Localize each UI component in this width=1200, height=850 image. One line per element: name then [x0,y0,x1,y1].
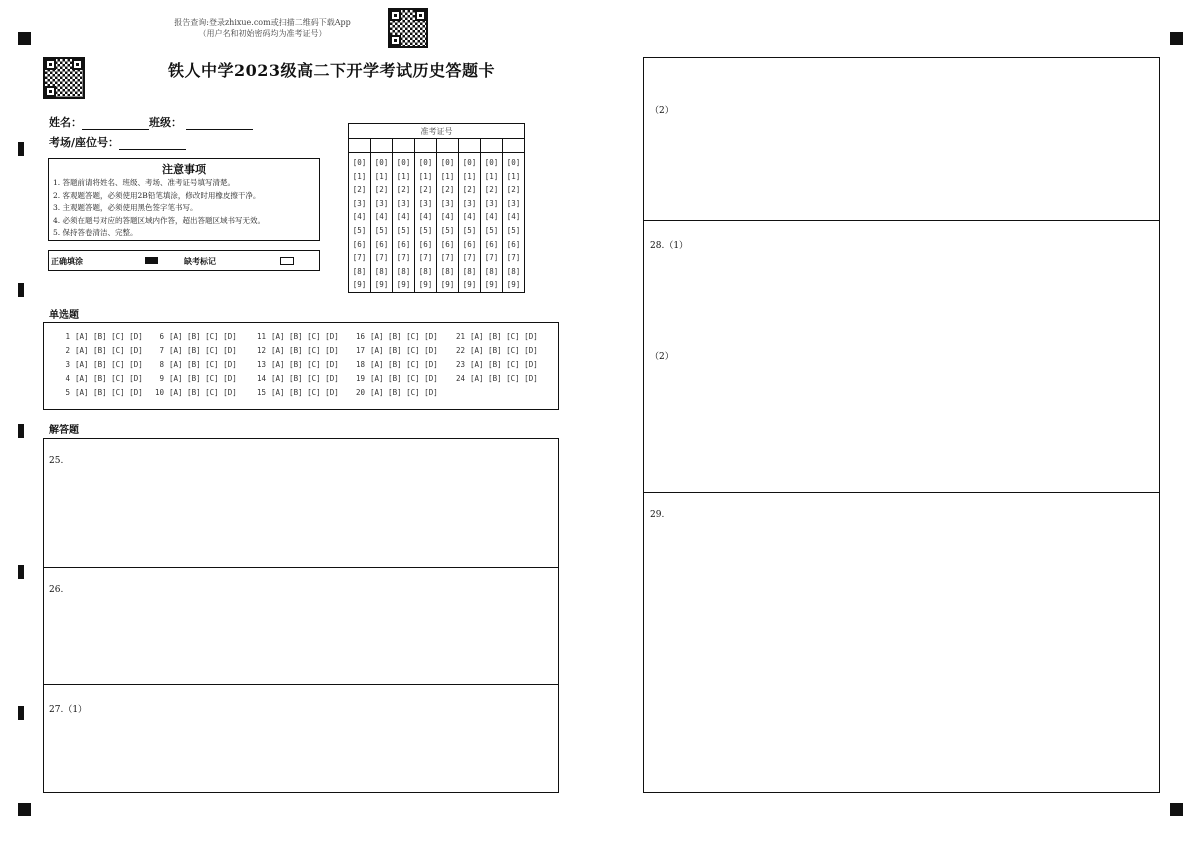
mc-question-row [353,388,438,397]
digit-bubble[interactable]: [9] [352,280,367,290]
answer-area-q27-1[interactable] [43,684,559,793]
digit-bubble[interactable]: [5] [396,225,411,235]
admission-digit-column [459,153,481,293]
notice-item: 4. 必须在题号对应的答题区域内作答，超出答题区域书写无效。 [53,215,266,225]
digit-bubble[interactable]: [8] [440,266,455,276]
mc-question-number: 10 [154,388,164,397]
page-title: 铁人中学2023级高二下开学考试历史答题卡 [168,61,496,80]
mc-option-bubbles[interactable]: [A] [B] [C] [D] [75,374,143,383]
mc-question-row [152,346,237,355]
mc-question-row [254,374,339,383]
name-class-row [49,111,253,130]
digit-bubble[interactable]: [6] [418,239,433,249]
digit-bubble[interactable]: [0] [418,158,433,167]
mc-option-bubbles[interactable]: [A] [B] [C] [D] [169,360,237,369]
digit-bubble[interactable]: [3] [462,198,477,208]
mc-option-bubbles[interactable]: [A] [B] [C] [D] [75,360,143,369]
digit-bubble[interactable]: [4] [484,212,499,222]
mc-option-bubbles[interactable]: [A] [B] [C] [D] [271,346,339,355]
class-label: 班级： [149,116,182,129]
digit-bubble[interactable]: [7] [462,253,477,263]
mc-question-number: 13 [256,360,266,369]
mc-question-number: 15 [256,388,266,397]
digit-bubble[interactable]: [8] [484,266,499,276]
digit-bubble[interactable]: [0] [396,158,411,167]
digit-bubble[interactable]: [3] [352,198,367,208]
digit-bubble[interactable]: [5] [440,225,455,235]
timing-mark [18,565,24,579]
digit-bubble[interactable]: [9] [484,280,499,290]
mc-question-row [58,346,143,355]
registration-mark-bottom-left [18,803,31,816]
digit-bubble[interactable]: [2] [418,185,433,195]
digit-bubble[interactable]: [7] [352,253,367,263]
mc-question-number: 19 [355,374,365,383]
mc-option-bubbles[interactable]: [A] [B] [C] [D] [470,360,538,369]
digit-bubble[interactable]: [5] [462,225,477,235]
mc-question-row [152,374,237,383]
mc-option-bubbles[interactable]: [A] [B] [C] [D] [370,388,438,397]
digit-bubble[interactable]: [3] [418,198,433,208]
mc-option-bubbles[interactable]: [A] [B] [C] [D] [169,332,237,341]
mc-question-row [58,374,143,383]
name-label: 姓名： [49,116,82,129]
digit-bubble[interactable]: [6] [484,239,499,249]
digit-bubble[interactable]: [0] [462,158,477,167]
digit-bubble[interactable]: [7] [418,253,433,263]
digit-bubble[interactable]: [1] [396,171,411,181]
answer-area-q26[interactable] [43,567,559,685]
answer-area-q27-2[interactable] [643,57,1160,221]
mc-question-row [58,360,143,369]
admission-digit-column [371,153,393,293]
digit-bubble[interactable]: [0] [506,158,521,167]
digit-bubble[interactable]: [1] [462,171,477,181]
notice-box [48,158,320,241]
notice-item: 2. 客观题答题，必须使用2B铅笔填涂，修改时用橡皮擦干净。 [53,190,261,200]
mc-option-bubbles[interactable]: [A] [B] [C] [D] [271,360,339,369]
absent-mark-label: 缺考标记 [184,256,216,266]
admission-header: 准考证号 [349,124,525,139]
admission-digit-box[interactable] [481,139,503,153]
digit-bubble[interactable]: [4] [506,212,521,222]
admission-digit-box[interactable] [459,139,481,153]
digit-bubble[interactable]: [2] [506,185,521,195]
mc-question-row [453,360,538,369]
digit-bubble[interactable]: [1] [418,171,433,181]
notice-item: 5. 保持答卷清洁、完整。 [53,228,138,237]
mc-option-bubbles[interactable]: [A] [B] [C] [D] [370,346,438,355]
mc-question-row [152,388,237,397]
mc-question-number: 6 [159,332,164,341]
admission-digit-box[interactable] [437,139,459,153]
registration-mark-top-left [18,32,31,45]
digit-bubble[interactable]: [8] [374,266,389,276]
report-query-text [150,17,375,39]
admission-digit-box[interactable] [393,139,415,153]
mc-question-number: 24 [455,374,465,383]
mc-question-number: 18 [355,360,365,369]
mc-question-number: 17 [355,346,365,355]
mc-question-number: 12 [256,346,266,355]
name-field[interactable] [82,118,149,130]
timing-mark [18,283,24,297]
mc-question-row [254,360,339,369]
student-qr-code [43,57,85,99]
digit-bubble[interactable]: [9] [462,280,477,290]
mc-question-number: 11 [256,332,266,341]
mc-option-bubbles[interactable]: [A] [B] [C] [D] [169,374,237,383]
digit-bubble[interactable]: [4] [418,212,433,222]
digit-bubble[interactable]: [7] [396,253,411,263]
registration-mark-top-right [1170,32,1183,45]
fill-legend [48,250,320,271]
answer-area-q25[interactable] [43,438,559,568]
digit-bubble[interactable]: [4] [352,212,367,222]
digit-bubble[interactable]: [3] [484,198,499,208]
admission-digit-column [349,153,371,293]
digit-bubble[interactable]: [0] [352,158,367,167]
digit-bubble[interactable]: [2] [396,185,411,195]
digit-bubble[interactable]: [7] [484,253,499,263]
digit-bubble[interactable]: [9] [440,280,455,290]
question-number: 27.（1） [49,705,88,715]
mc-question-number: 5 [65,388,70,397]
mc-option-bubbles[interactable]: [A] [B] [C] [D] [470,346,538,355]
digit-bubble[interactable]: [8] [506,266,521,276]
correct-fill-label: 正确填涂 [51,256,83,266]
digit-bubble[interactable]: [9] [374,280,389,290]
mc-question-row [353,374,438,383]
mc-option-bubbles[interactable]: [A] [B] [C] [D] [75,346,143,355]
digit-bubble[interactable]: [5] [484,225,499,235]
mc-option-bubbles[interactable]: [A] [B] [C] [D] [470,374,538,383]
digit-bubble[interactable]: [2] [374,185,389,195]
digit-bubble[interactable]: [0] [374,158,389,167]
digit-bubble[interactable]: [1] [506,171,521,181]
mc-option-bubbles[interactable]: [A] [B] [C] [D] [169,388,237,397]
question-number: 26. [49,585,64,595]
mc-question-row [254,388,339,397]
mc-question-number: 23 [455,360,465,369]
mc-option-bubbles[interactable]: [A] [B] [C] [D] [370,374,438,383]
digit-bubble[interactable]: [2] [484,185,499,195]
digit-bubble[interactable]: [1] [440,171,455,181]
digit-bubble[interactable]: [1] [374,171,389,181]
question-number: （2） [650,106,674,116]
admission-digit-box[interactable] [371,139,393,153]
admission-digit-column [437,153,459,293]
question-number: 28.（1） [650,241,689,251]
digit-bubble[interactable]: [8] [352,266,367,276]
mc-question-row [152,360,237,369]
mc-question-number: 1 [65,332,70,341]
mc-option-bubbles[interactable]: [A] [B] [C] [D] [271,332,339,341]
admission-digit-box[interactable] [503,139,525,153]
digit-bubble[interactable]: [1] [484,171,499,181]
answer-area-q28[interactable] [643,220,1160,493]
report-line-2: （用户名和初始密码均为准考证号） [198,29,327,38]
digit-bubble[interactable]: [5] [352,225,367,235]
registration-mark-bottom-right [1170,803,1183,816]
digit-bubble[interactable]: [5] [418,225,433,235]
admission-digit-column [503,153,525,293]
question-number: 25. [49,456,64,466]
mc-option-bubbles[interactable]: [A] [B] [C] [D] [271,374,339,383]
mc-question-row [254,332,339,341]
admission-number-grid [348,123,525,293]
answer-area-q29[interactable] [643,492,1160,793]
mc-question-row [152,332,237,341]
digit-bubble[interactable]: [3] [396,198,411,208]
digit-bubble[interactable]: [0] [440,158,455,167]
digit-bubble[interactable]: [8] [396,266,411,276]
digit-bubble[interactable]: [6] [396,239,411,249]
digit-bubble[interactable]: [8] [418,266,433,276]
mc-question-number: 3 [65,360,70,369]
mc-option-bubbles[interactable]: [A] [B] [C] [D] [75,388,143,397]
mc-question-number: 7 [159,346,164,355]
mc-question-row [353,360,438,369]
digit-bubble[interactable]: [9] [418,280,433,290]
digit-bubble[interactable]: [4] [462,212,477,222]
mc-option-bubbles[interactable]: [A] [B] [C] [D] [370,332,438,341]
mc-question-number: 22 [455,346,465,355]
seat-field[interactable] [119,138,186,150]
question-number: 29. [650,510,665,520]
digit-bubble[interactable]: [6] [506,239,521,249]
digit-bubble[interactable]: [7] [506,253,521,263]
digit-bubble[interactable]: [7] [374,253,389,263]
mc-answer-box [43,322,559,410]
mc-question-number: 9 [159,374,164,383]
admission-digit-column [393,153,415,293]
mc-question-row [58,332,143,341]
digit-bubble[interactable]: [3] [440,198,455,208]
admission-digit-box[interactable] [415,139,437,153]
essay-section-label: 解答题 [49,425,79,436]
digit-bubble[interactable]: [6] [462,239,477,249]
mc-option-bubbles[interactable]: [A] [B] [C] [D] [470,332,538,341]
digit-bubble[interactable]: [4] [440,212,455,222]
digit-bubble[interactable]: [5] [374,225,389,235]
mc-question-number: 4 [65,374,70,383]
mc-section-label: 单选题 [49,310,79,321]
digit-bubble[interactable]: [4] [374,212,389,222]
question-number: （2） [650,352,674,362]
seat-row [49,131,186,150]
digit-bubble[interactable]: [4] [396,212,411,222]
digit-bubble[interactable]: [6] [440,239,455,249]
mc-question-row [254,346,339,355]
report-line-1: 报告查询:登录zhixue.com或扫描二维码下载App [174,18,351,27]
digit-bubble[interactable]: [6] [374,239,389,249]
digit-bubble[interactable]: [7] [440,253,455,263]
notice-heading: 注意事项 [162,163,206,176]
mc-question-number: 16 [355,332,365,341]
digit-bubble[interactable]: [1] [352,171,367,181]
mc-question-number: 8 [159,360,164,369]
digit-bubble[interactable]: [8] [462,266,477,276]
mc-question-number: 2 [65,346,70,355]
digit-bubble[interactable]: [2] [440,185,455,195]
mc-question-row [453,346,538,355]
timing-mark [18,424,24,438]
mc-question-row [453,374,538,383]
digit-bubble[interactable]: [9] [396,280,411,290]
timing-mark [18,706,24,720]
notice-item: 3. 主观题答题，必须使用黑色签字笔书写。 [53,203,198,212]
digit-bubble[interactable]: [3] [374,198,389,208]
class-field[interactable] [186,118,253,130]
mc-question-row [453,332,538,341]
digit-bubble[interactable]: [6] [352,239,367,249]
absent-mark-box[interactable] [280,257,294,265]
app-download-qr-code [388,8,428,48]
admission-digit-box[interactable] [349,139,371,153]
digit-bubble[interactable]: [9] [506,280,521,290]
timing-mark [18,142,24,156]
mc-question-row [58,388,143,397]
mc-option-bubbles[interactable]: [A] [B] [C] [D] [370,360,438,369]
digit-bubble[interactable]: [3] [506,198,521,208]
correct-fill-example [145,257,158,264]
mc-question-number: 14 [256,374,266,383]
seat-label: 考场/座位号： [49,136,120,149]
admission-digit-column [415,153,437,293]
mc-option-bubbles[interactable]: [A] [B] [C] [D] [271,388,339,397]
mc-option-bubbles[interactable]: [A] [B] [C] [D] [169,346,237,355]
digit-bubble[interactable]: [5] [506,225,521,235]
digit-bubble[interactable]: [2] [462,185,477,195]
notice-item: 1. 答题前请将姓名、班级、考场、准考证号填写清楚。 [53,178,236,187]
mc-question-number: 20 [355,388,365,397]
mc-question-row [353,332,438,341]
digit-bubble[interactable]: [2] [352,185,367,195]
mc-question-row [353,346,438,355]
mc-question-number: 21 [455,332,465,341]
digit-bubble[interactable]: [0] [484,158,499,167]
admission-digit-column [481,153,503,293]
mc-option-bubbles[interactable]: [A] [B] [C] [D] [75,332,143,341]
